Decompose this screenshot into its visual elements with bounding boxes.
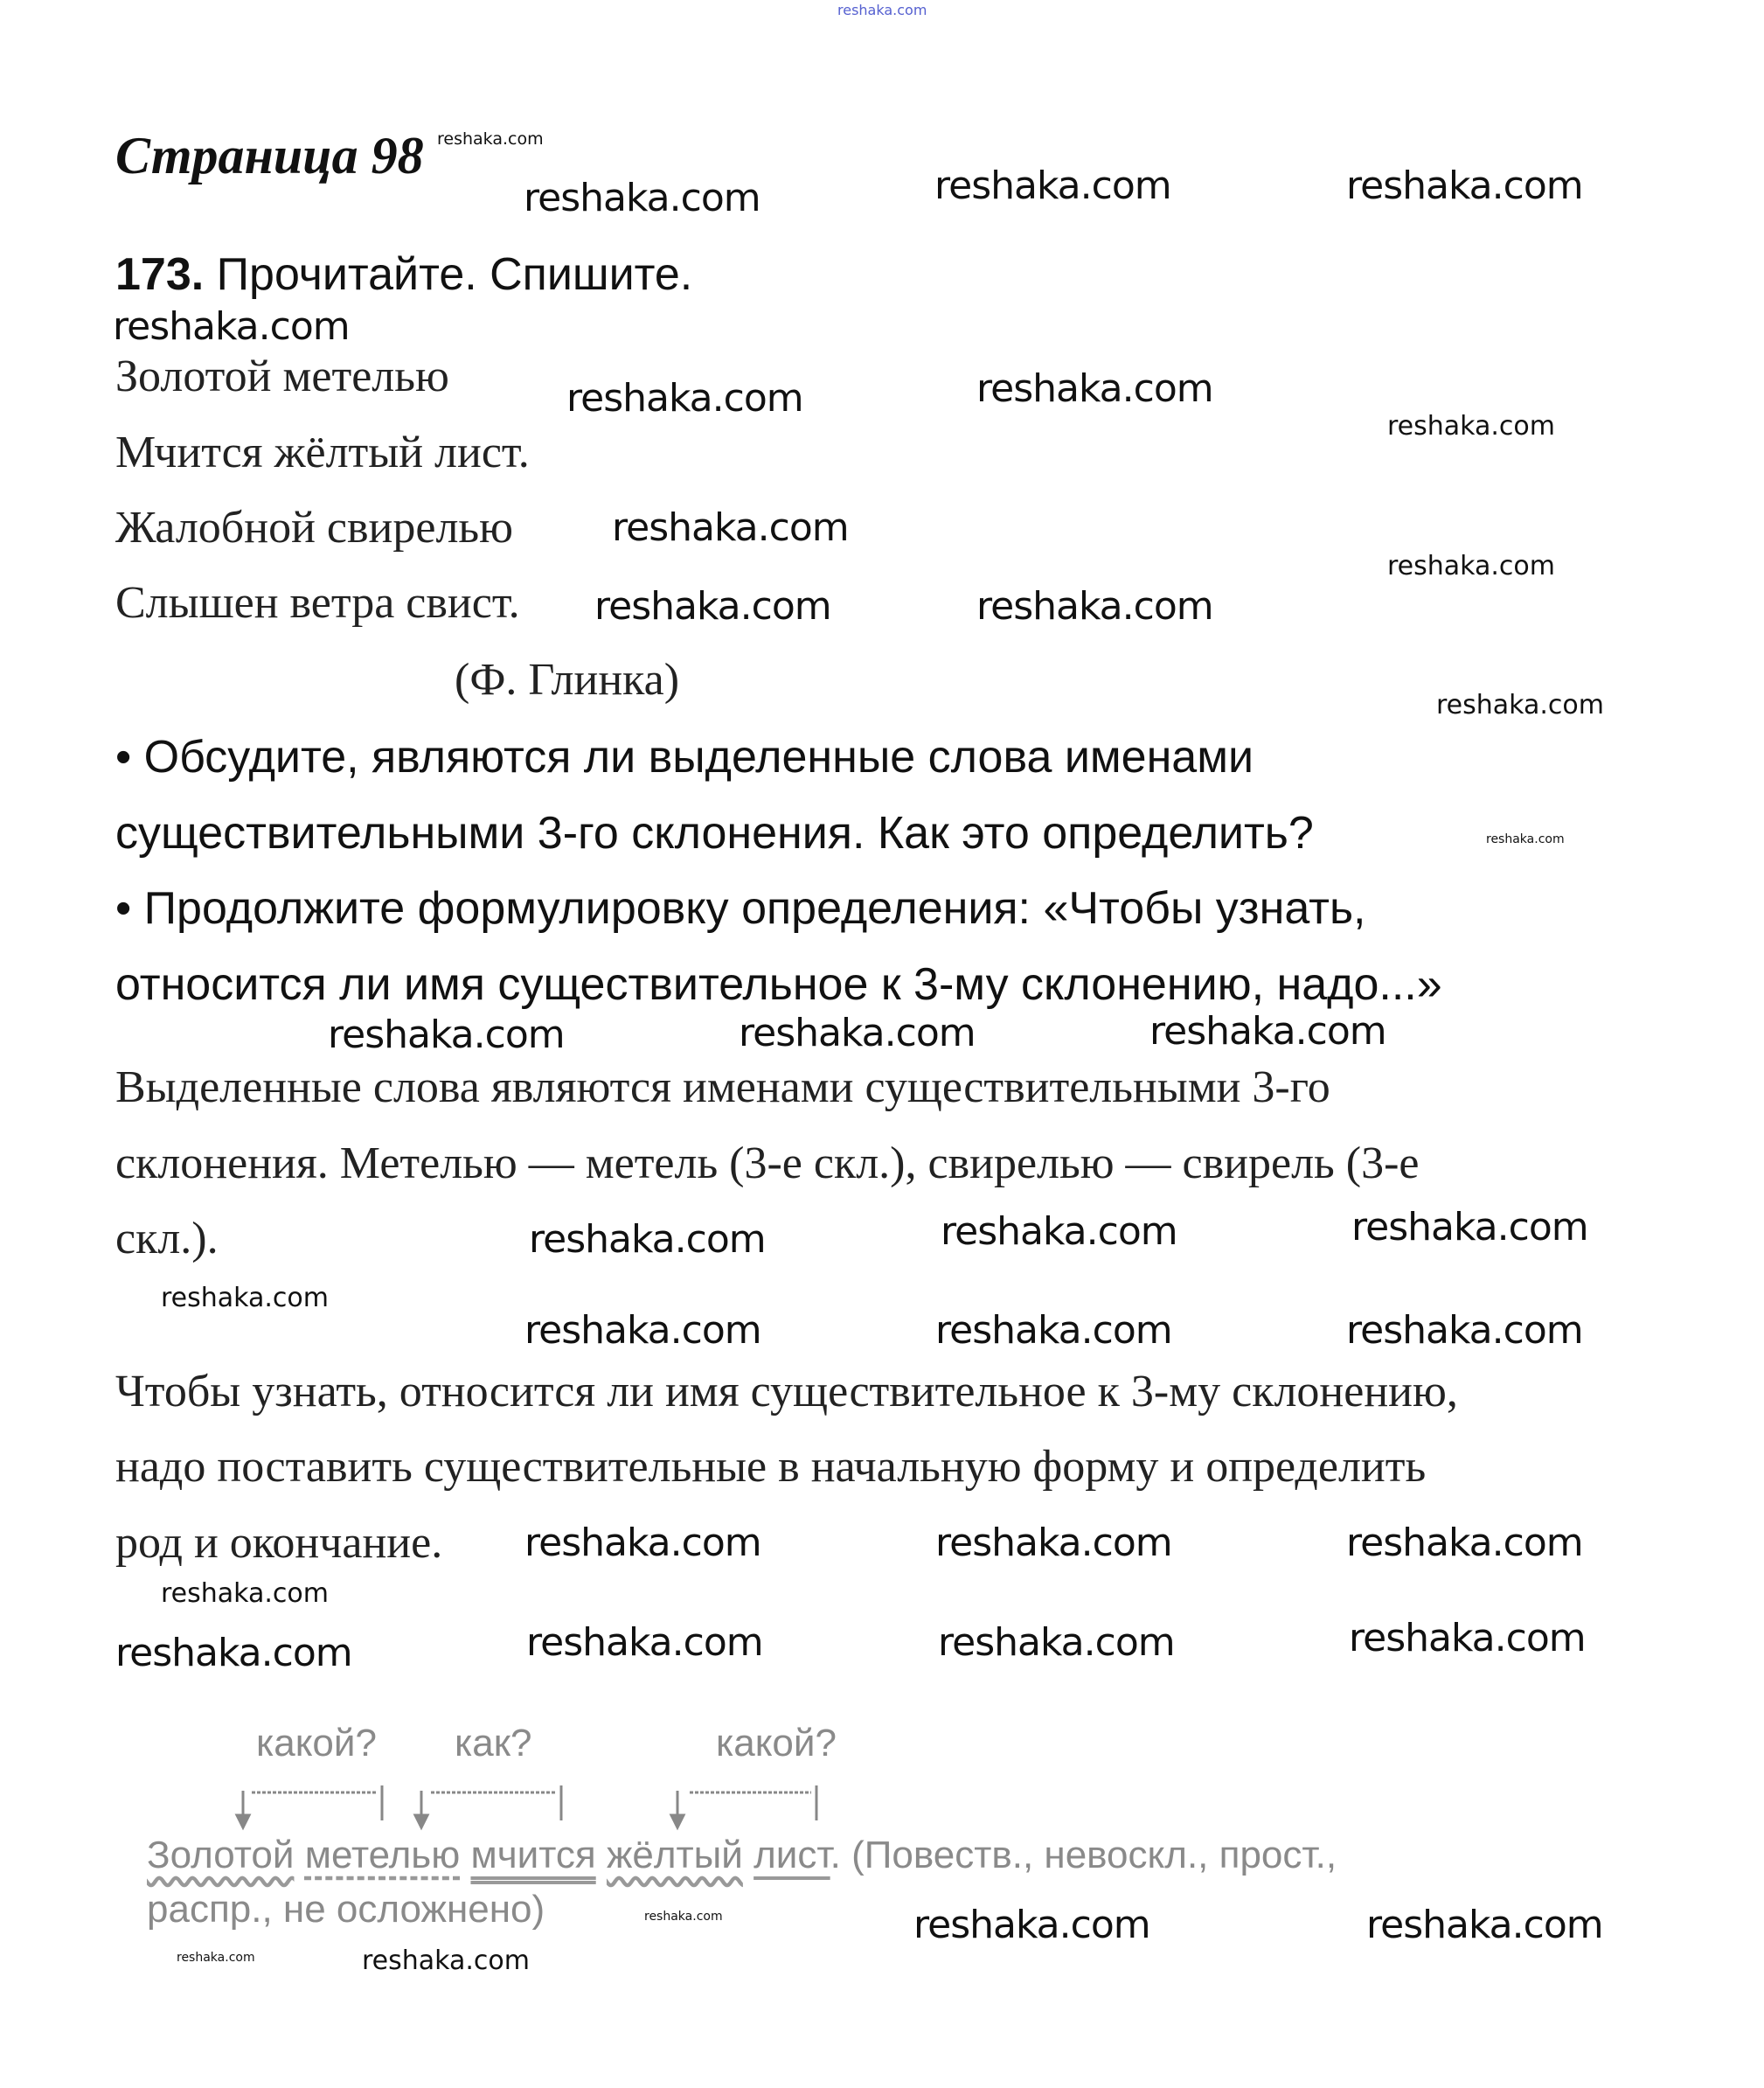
task-line: • Продолжите формулировку определения: «Чтобы узнать, xyxy=(115,883,1366,934)
poem-author: (Ф. Глинка) xyxy=(455,655,680,705)
sentence-characteristics-cont: распр., не осложнено) xyxy=(147,1888,545,1931)
watermark: reshaka.com xyxy=(612,505,849,550)
watermark: reshaka.com xyxy=(115,1631,352,1675)
watermark: reshaka.com xyxy=(976,584,1213,629)
watermark: reshaka.com xyxy=(566,376,803,421)
watermark: reshaka.com xyxy=(328,1013,565,1057)
watermark: reshaka.com xyxy=(941,1209,1177,1254)
answer-line: склонения. Метелью — метель (3-е скл.), свирелью — свирель (3-е xyxy=(115,1138,1420,1188)
watermark: reshaka.com xyxy=(935,1521,1172,1565)
watermark: reshaka.com xyxy=(1436,690,1604,720)
sentence-characteristics: . (Повеств., невоскл., прост., xyxy=(830,1834,1337,1876)
poem-line: Слышен ветра свист. xyxy=(115,578,520,628)
watermark: reshaka.com xyxy=(594,584,831,629)
watermark: reshaka.com xyxy=(161,1283,329,1313)
watermark: reshaka.com xyxy=(1346,1308,1583,1353)
watermark: reshaka.com xyxy=(1346,1521,1583,1565)
watermark: reshaka.com xyxy=(437,129,544,149)
watermark: reshaka.com xyxy=(161,1578,329,1609)
question-label: как? xyxy=(455,1722,532,1764)
watermark: reshaka.com xyxy=(1387,411,1555,442)
watermark: reshaka.com xyxy=(976,366,1213,411)
answer-line: скл.). xyxy=(115,1214,219,1263)
poem-line: Мчится жёлтый лист. xyxy=(115,428,530,477)
answer-line: Выделенные слова являются именами существительными 3-го xyxy=(115,1062,1330,1112)
watermark: reshaka.com xyxy=(739,1011,976,1055)
task-line: относится ли имя существительное к 3-му склонению, надо...» xyxy=(115,959,1442,1010)
page-title: Страница 98 xyxy=(115,127,424,184)
watermark: reshaka.com xyxy=(524,1521,761,1565)
watermark: reshaka.com xyxy=(529,1217,766,1262)
watermark: reshaka.com xyxy=(913,1903,1150,1947)
watermark: reshaka.com xyxy=(524,176,760,220)
watermark: reshaka.com xyxy=(1149,1009,1386,1054)
top-watermark: reshaka.com xyxy=(837,2,927,18)
word-subject: лист xyxy=(754,1834,830,1876)
poem-line: Золотой метелью xyxy=(115,351,449,401)
poem-line: Жалобной свирелью xyxy=(115,503,513,553)
rule-line: Чтобы узнать, относится ли имя существительное к 3-му склонению, xyxy=(115,1367,1458,1416)
parsed-sentence xyxy=(147,1836,1337,1875)
rule-line: род и окончание. xyxy=(115,1518,443,1568)
watermark: reshaka.com xyxy=(938,1620,1175,1665)
task-line: • Обсудите, являются ли выделенные слова именами xyxy=(115,732,1254,783)
watermark: reshaka.com xyxy=(113,304,350,349)
arrow-1 xyxy=(237,1785,382,1827)
question-label: какой? xyxy=(716,1722,837,1764)
arrow-3 xyxy=(671,1785,816,1827)
watermark: reshaka.com xyxy=(1486,832,1565,846)
watermark: reshaka.com xyxy=(1366,1903,1603,1947)
task-line: существительными 3-го склонения. Как это определить? xyxy=(115,808,1314,859)
watermark: reshaka.com xyxy=(644,1910,723,1924)
watermark: reshaka.com xyxy=(177,1951,255,1965)
watermark: reshaka.com xyxy=(526,1620,763,1665)
watermark: reshaka.com xyxy=(362,1945,530,1976)
word-attribute: Золотой xyxy=(147,1834,295,1876)
arrow-2 xyxy=(415,1785,561,1827)
watermark: reshaka.com xyxy=(524,1308,761,1353)
watermark: reshaka.com xyxy=(1387,551,1555,581)
rule-line: надо поставить существительные в начальную форму и определить xyxy=(115,1442,1427,1492)
watermark: reshaka.com xyxy=(935,1308,1172,1353)
word-attribute: жёлтый xyxy=(606,1834,743,1876)
question-label: какой? xyxy=(256,1722,377,1764)
watermark: reshaka.com xyxy=(934,164,1171,208)
exercise-instruction: Прочитайте. Спишите. xyxy=(216,249,693,300)
watermark: reshaka.com xyxy=(1351,1205,1588,1249)
watermark: reshaka.com xyxy=(1349,1616,1586,1660)
word-predicate: мчится xyxy=(470,1834,596,1876)
exercise-number: 173. xyxy=(115,249,205,300)
word-adverbial: метелью xyxy=(304,1834,461,1876)
watermark: reshaka.com xyxy=(1346,164,1583,208)
